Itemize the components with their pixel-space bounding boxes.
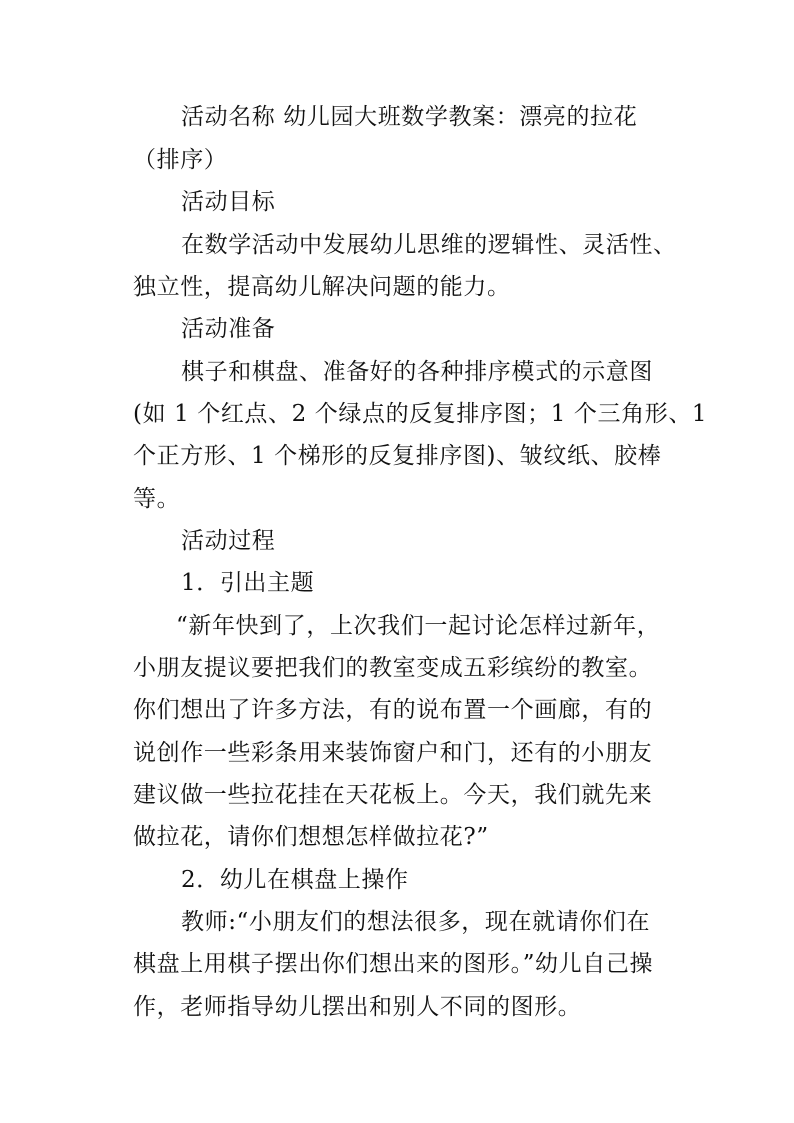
heading-activity-goals: 活动目标 (181, 189, 276, 215)
preparation-paragraph-line-1: 棋子和棋盘、准备好的各种排序模式的示意图 (181, 359, 653, 385)
step-1-paragraph-line-5: 建议做一些拉花挂在天花板上。今天，我们就先来 (133, 782, 653, 808)
heading-activity-preparation: 活动准备 (181, 316, 276, 342)
preparation-paragraph-line-4: 等。 (133, 486, 181, 512)
preparation-paragraph-line-2: (如 1 个红点、2 个绿点的反复排序图；1 个三角形、1 (133, 401, 708, 427)
step-1-paragraph-line-4: 说创作一些彩条用来装饰窗户和门，还有的小朋友 (133, 740, 653, 766)
heading-activity-process: 活动过程 (181, 528, 276, 554)
step-2-paragraph-line-1: 教师:“小朋友们的想法很多，现在就请你们在 (181, 909, 651, 935)
step-1-paragraph-line-6: 做拉花，请你们想想怎样做拉花?” (133, 824, 489, 850)
preparation-paragraph-line-3: 个正方形、1 个梯形的反复排序图)、皱纹纸、胶棒 (133, 443, 662, 469)
step-1-paragraph-line-2: 小朋友提议要把我们的教室变成五彩缤纷的教室。 (133, 655, 653, 681)
activity-name-line: 活动名称 幼儿园大班数学教案：漂亮的拉花 (181, 104, 638, 130)
step-1-paragraph-line-1: “新年快到了，上次我们一起讨论怎样过新年， (176, 613, 661, 639)
goals-paragraph-line-2: 独立性，提高幼儿解决问题的能力。 (133, 274, 511, 300)
step-1-heading: 1．引出主题 (181, 570, 315, 596)
step-2-paragraph-line-2: 棋盘上用棋子摆出你们想出来的图形。”幼儿自己操 (133, 951, 654, 977)
step-1-paragraph-line-3: 你们想出了许多方法，有的说布置一个画廊，有的 (133, 697, 653, 723)
activity-name-subtitle: （排序） (133, 147, 228, 173)
step-2-paragraph-line-3: 作，老师指导幼儿摆出和别人不同的图形。 (133, 994, 582, 1020)
step-2-heading: 2．幼儿在棋盘上操作 (181, 867, 409, 893)
goals-paragraph-line-1: 在数学活动中发展幼儿思维的逻辑性、灵活性、 (181, 232, 677, 258)
